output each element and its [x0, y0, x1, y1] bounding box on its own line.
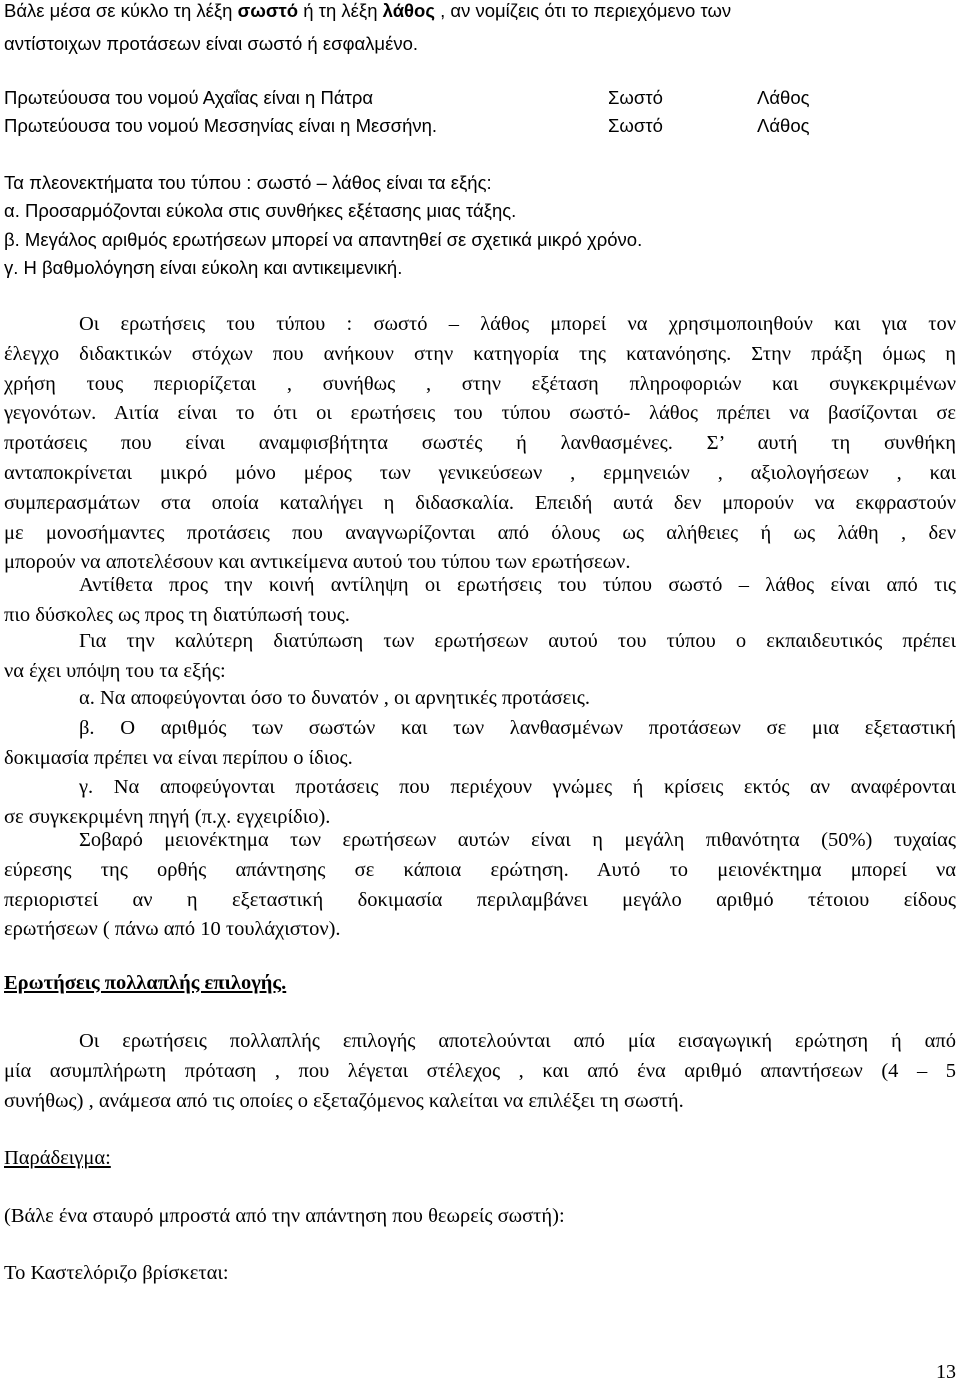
section-heading: Ερωτήσεις πολλαπλής επιλογής.	[4, 972, 287, 994]
rule-item: γ. Να αποφεύγονται προτάσεις που περιέχουν γνώμες ή κρίσεις εκτός αν αναφέρονται	[79, 776, 956, 799]
example-row	[4, 87, 956, 109]
option-wrong: Λάθος	[757, 115, 810, 136]
intro-line-2: αντίστοιχων προτάσεων είναι σωστό ή εσφαλμένο.	[4, 33, 419, 54]
paragraph-line: πιο δύσκολες ως προς τη διατύπωσή τους.	[4, 603, 350, 626]
paragraph-2	[4, 574, 956, 634]
intro-text: Βάλε μέσα σε κύκλο τη λέξη	[4, 0, 238, 21]
example-statement: Πρωτεύουσα του νομού Αχαΐας είναι η Πάτρα	[4, 87, 374, 108]
bold-word-correct: σωστό	[237, 0, 299, 21]
paragraph-3	[4, 630, 956, 690]
paragraph-line: γεγονότων. Αιτία είναι το ότι οι ερωτήσεις του τύπου σωστό- λάθος πρέπει να βασίζονται σε	[4, 402, 956, 425]
advantages-title: Τα πλεονεκτήματα του τύπου : σωστό – λάθος είναι τα εξής:	[4, 172, 492, 193]
example-statement: Πρωτεύουσα του νομού Μεσσηνίας είναι η Μεσσήνη.	[4, 115, 438, 136]
option-correct: Σωστό	[608, 87, 663, 108]
paragraph-line: εύρεσης της ορθής απάντησης σε κάποια ερώτηση. Αυτό το μειονέκτημα μπορεί να	[4, 858, 956, 881]
paragraph-line: συνήθως) , ανάμεσα από τις οποίες ο εξεταζόμενος καλείται να επιλέξει τη σωστή.	[4, 1089, 684, 1112]
paragraph-line: ερωτήσεων ( πάνω από 10 τουλάχιστον).	[4, 918, 341, 941]
paragraph-line: Σοβαρό μειονέκτημα των ερωτήσεων αυτών είναι η μεγάλη πιθανότητα (50%) τυχαίας	[79, 829, 956, 851]
option-correct: Σωστό	[608, 115, 663, 136]
paragraph-line: Οι ερωτήσεις πολλαπλής επιλογής αποτελούνται από μία εισαγωγική ερώτηση ή από	[79, 1030, 956, 1052]
paragraph-line: να έχει υπόψη του τα εξής:	[4, 659, 226, 682]
rule-list	[4, 687, 956, 836]
advantage-item: β. Μεγάλος αριθμός ερωτήσεων μπορεί να απαντηθεί σε σχετικά μικρό χρόνο.	[4, 229, 643, 250]
paragraph-line: ανταποκρίνεται μικρό μόνο μέρος των γενικεύσεων , ερμηνειών , αξιολογήσεων , και	[4, 461, 956, 484]
example-label: Παράδειγμα:	[4, 1147, 111, 1169]
page-number: 13	[936, 1361, 956, 1383]
paragraph-5	[4, 1030, 956, 1119]
paragraph-line: προτάσεις που είναι αναμφισβήτητα σωστές ή λανθασμένες. Σ’ αυτή τη συνθήκη	[4, 432, 956, 455]
intro-text: , αν νομίζεις ότι το περιεχόμενο των	[434, 0, 732, 21]
rule-item-continuation: δοκιμασία πρέπει να είναι περίπου ο ίδιος.	[4, 746, 353, 769]
intro-text: ή τη λέξη	[298, 0, 383, 21]
intro-line-1	[4, 0, 731, 22]
example-row	[4, 115, 956, 137]
paragraph-line: μπορούν να αποτελέσουν και αντικείμενα αυτού του τύπου των ερωτήσεων.	[4, 551, 631, 574]
paragraph-line: συμπερασμάτων στα οποία καταλήγει η διδασκαλία. Επειδή αυτά δεν μπορούν να εκφραστούν	[4, 491, 956, 514]
paragraph-line: Οι ερωτήσεις του τύπου : σωστό – λάθος μπορεί να χρησιμοποιηθούν και για τον	[79, 313, 956, 335]
advantage-item: α. Προσαρμόζονται εύκολα στις συνθήκες εξέτασης μιας τάξης.	[4, 200, 517, 221]
paragraph-4	[4, 829, 956, 948]
paragraph-line: περιοριστεί αν η εξεταστική δοκιμασία περιλαμβάνει μεγάλο αριθμό τέτοιου είδους	[4, 888, 956, 911]
rule-item-continuation: σε συγκεκριμένη πηγή (π.χ. εγχειρίδιο).	[4, 806, 331, 829]
option-wrong: Λάθος	[757, 87, 810, 108]
rule-item: β. Ο αριθμός των σωστών και των λανθασμένων προτάσεων σε μια εξεταστική	[79, 716, 956, 739]
paragraph-line: Για την καλύτερη διατύπωση των ερωτήσεων αυτού του τύπου ο εκπαιδευτικός πρέπει	[79, 630, 956, 652]
rule-item: α. Να αποφεύγονται όσο το δυνατόν , οι αρνητικές προτάσεις.	[79, 687, 591, 709]
bold-word-wrong: λάθος	[382, 0, 435, 21]
paragraph-line: μία ασυμπλήρωτη πρόταση , που λέγεται στέλεχος , και από ένα αριθμό απαντήσεων (4 – 5	[4, 1059, 956, 1082]
paragraph-line: χρήση τους περιορίζεται , συνήθως , στην εξέταση πληροφοριών και συγκεκριμένων	[4, 372, 956, 395]
paragraph-line: Αντίθετα προς την κοινή αντίληψη οι ερωτήσεις του τύπου σωστό – λάθος είναι από τις	[79, 574, 956, 596]
paragraph-line: έλεγχο διδακτικών στόχων που ανήκουν στην κατηγορία της κατανόησης. Στην πράξη όμως η	[4, 342, 956, 365]
paragraph-line: με μονοσήμαντες προτάσεις που αναγνωρίζονται από όλους ως αλήθειες ή ως λάθη , δεν	[4, 521, 956, 544]
paragraph-1	[4, 313, 956, 581]
question-text: Το Καστελόριζο βρίσκεται:	[4, 1262, 229, 1284]
advantage-item: γ. Η βαθμολόγηση είναι εύκολη και αντικειμενική.	[4, 257, 403, 278]
instruction-text: (Βάλε ένα σταυρό μπροστά από την απάντηση που θεωρείς σωστή):	[4, 1205, 565, 1227]
